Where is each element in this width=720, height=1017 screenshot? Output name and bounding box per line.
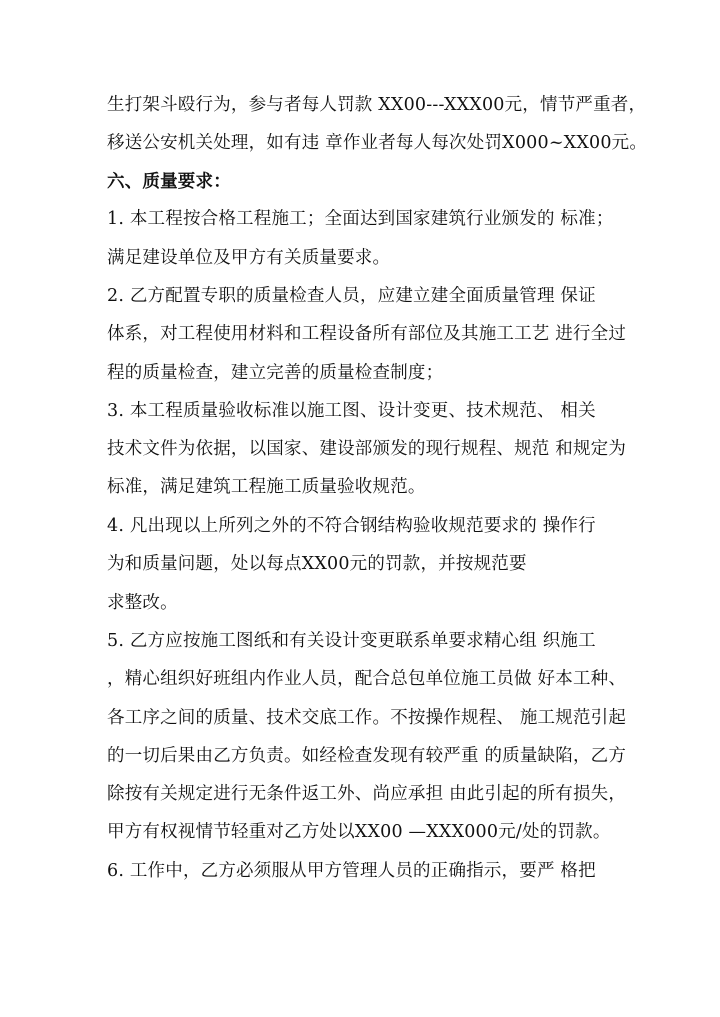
text-line-18: 的一切后果由乙方负责。如经检查发现有较严重 的质量缺陷，乙方 [107, 746, 627, 766]
text-line-6: 2. 乙方配置专职的质量检查人员，应建立建全面质量管理 保证 [107, 286, 596, 306]
text-line-12: 4. 凡出现以上所列之外的不符合钢结构验收规范要求的 操作行 [107, 516, 596, 536]
text-line-21: 6. 工作中，乙方必须服从甲方管理人员的正确指示，要严 格把 [107, 861, 596, 881]
text-line-9: 3. 本工程质量验收标准以施工图、设计变更、技术规范、 相关 [107, 401, 596, 421]
text-line-5: 满足建设单位及甲方有关质量要求。 [107, 248, 391, 268]
text-line-7: 体系，对工程使用材料和工程设备所有部位及其施工工艺 进行全过 [107, 324, 627, 344]
text-line-15: 5. 乙方应按施工图纸和有关设计变更联系单要求精心组 织施工 [107, 631, 596, 651]
text-line-16: ，精心组织好班组内作业人员，配合总包单位施工员做 好本工种、 [107, 669, 627, 689]
text-line-10: 技术文件为依据，以国家、建设部颁发的现行规程、规范 和规定为 [107, 439, 627, 459]
section-heading-quality: 六、质量要求： [107, 172, 231, 192]
text-line-17: 各工序之间的质量、技术交底工作。不按操作规程、 施工规范引起 [107, 708, 627, 728]
text-line-13: 为和质量问题，处以每点XX00元的罚款，并按规范要 [107, 554, 527, 574]
text-line-19: 除按有关规定进行无条件返工外、尚应承担 由此引起的所有损失， [107, 784, 627, 804]
text-line-14: 求整改。 [107, 593, 178, 613]
text-line-1: 生打架斗殴行为，参与者每人罚款 XX00---XXX00元，情节严重者， [107, 95, 647, 115]
text-line-11: 标准，满足建筑工程施工质量验收规范。 [107, 477, 426, 497]
text-line-2: 移送公安机关处理，如有违 章作业者每人每次处罚X000~XX00元。 [107, 133, 648, 153]
text-line-20: 甲方有权视情节轻重对乙方处以XX00 —XXX000元/处的罚款。 [107, 822, 611, 842]
text-line-8: 程的质量检查，建立完善的质量检查制度； [107, 363, 444, 383]
text-line-4: 1. 本工程按合格工程施工；全面达到国家建筑行业颁发的 标准； [107, 209, 614, 229]
